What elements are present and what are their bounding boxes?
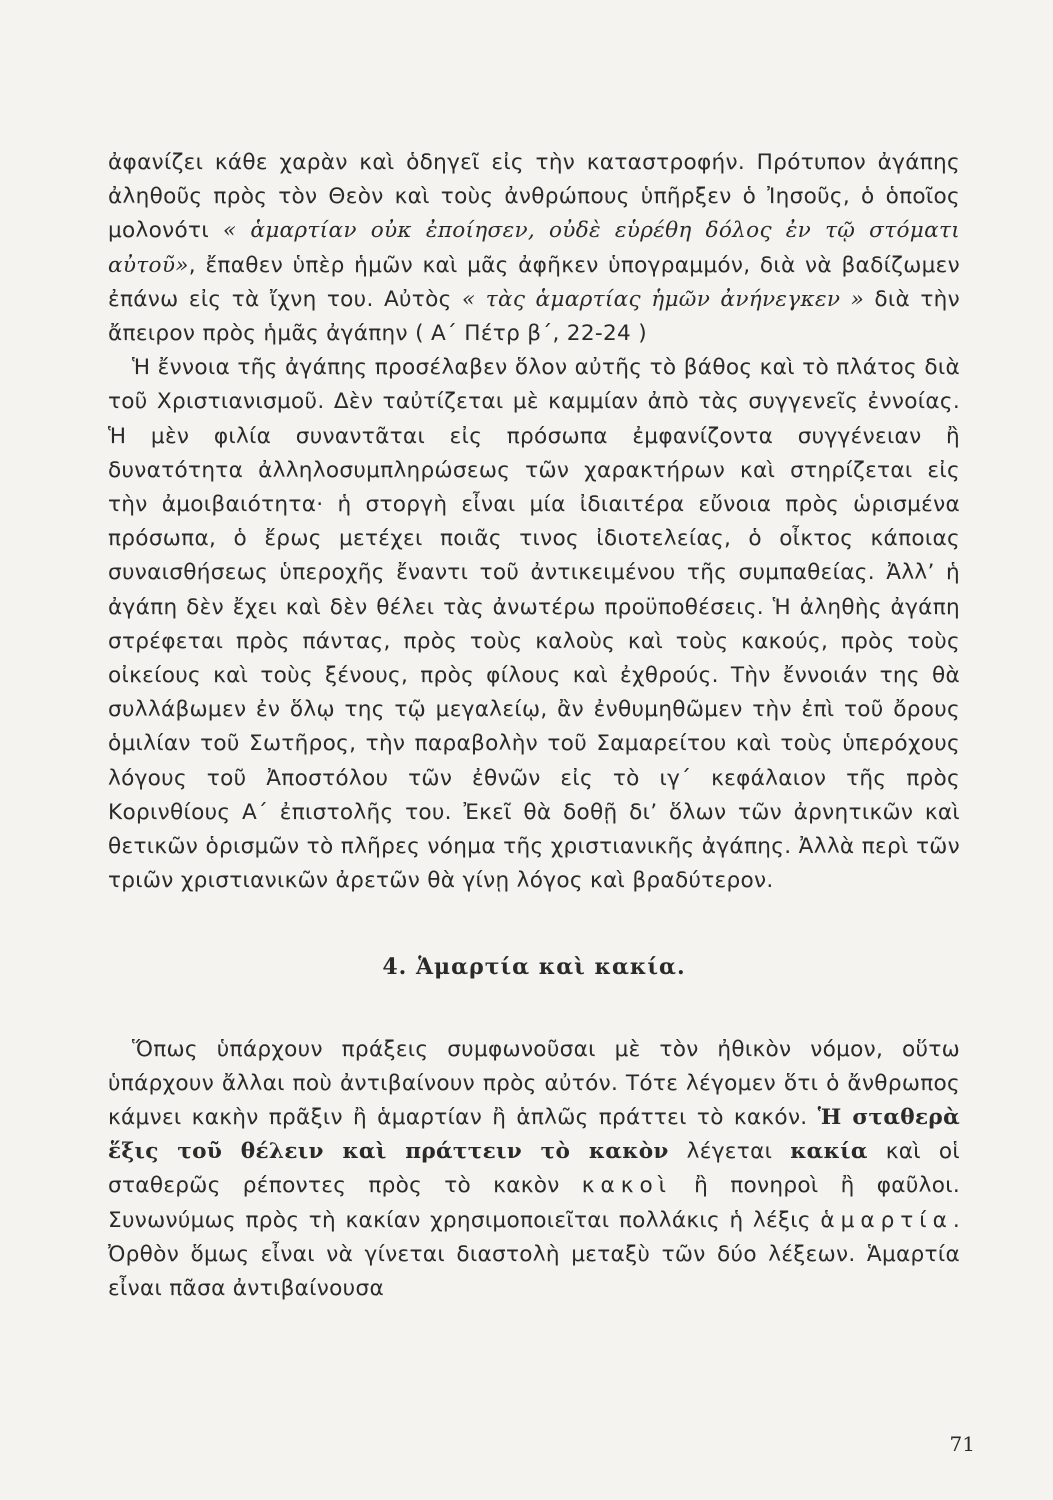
p1-quote-1: « ἁμαρτίαν οὐκ ἐποίησεν, οὐδὲ εὑρέθη δόλος ἐν τῷ στόματι αὐτοῦ» — [108, 218, 960, 278]
p1-text-3: διὰ τὴν ἄπειρον πρὸς ἡμᾶς ἀγάπην ( Α΄ Πέτρ β΄, 22-24 ) — [108, 286, 960, 347]
p3-text-1: Ὅπως ὑπάρχουν πράξεις συμφωνοῦσαι μὲ τὸν ἠθικὸν νόμον, οὕτω ὑπάρχουν ἄλλαι ποὺ ἀντιβαίνουν πρὸς αὐτόν. Τότε λέγομεν ὅτι ὁ ἄνθρωπος κάμνει κακὴν πρᾶξιν ἢ ἁμαρτίαν ἢ ἁπλῶς πράττει τὸ κακόν. — [108, 1036, 960, 1131]
paragraph-1 — [108, 146, 960, 351]
p1-quote-2: « τὰς ἁμαρτίας ἡμῶν ἀνήνεγκεν » — [461, 286, 865, 312]
p3-text-4: ἢ πονηροὶ ἢ φαῦλοι. Συνωνύμως πρὸς τὴ κακίαν χρησιμοποιεῖται πολλάκις ἡ λέξις — [108, 1173, 961, 1233]
p3-spaced-2: ἁμαρτία — [820, 1207, 953, 1233]
p3-bold-2: κακία — [790, 1139, 868, 1165]
paragraph-3 — [108, 1033, 960, 1307]
p3-text-3: καὶ οἱ σταθερῶς ρέποντες πρὸς τὸ κακὸν — [108, 1139, 960, 1199]
section-heading: 4. Ἁμαρτία καὶ κακία. — [382, 954, 686, 981]
p3-text-5: . Ὀρθὸν ὅμως εἶναι νὰ γίνεται διαστολὴ μεταξὺ τῶν δύο λέξεων. Ἁμαρτία εἶναι πᾶσα ἀντιβαίνουσα — [108, 1207, 960, 1302]
p3-spaced-1: κακοὶ — [581, 1173, 672, 1199]
p3-bold-1: Ἡ σταθερὰ ἕξις τοῦ θέλειν καὶ πράττειν τὸ κακὸν — [108, 1105, 961, 1165]
page-body — [108, 146, 960, 1306]
p1-text-1: ἀφανίζει κάθε χαρὰν καὶ ὁδηγεῖ εἰς τὴν καταστροφήν. Πρότυπον ἀγάπης ἀληθοῦς πρὸς τὸν Θεὸν καὶ τοὺς ἀνθρώπους ὑπῆρξεν ὁ Ἰησοῦς, ὁ ὁποῖος μολονότι — [108, 150, 960, 244]
p3-text-2: λέγεται — [668, 1139, 791, 1165]
paragraph-2: Ἡ ἔννοια τῆς ἀγάπης προσέλαβεν ὅλον αὐτῆς τὸ βάθος καὶ τὸ πλάτος διὰ τοῦ Χριστιανισμοῦ. Δὲν ταὐτίζεται μὲ καμμίαν ἀπὸ τὰς συγγενεῖς ἐννοίας. Ἡ μὲν φιλία συναντᾶται εἰς πρόσωπα ἐμφανίζοντα συγγένειαν ἢ δυνατότητα ἀλληλοσυμπληρώσεως τῶν χαρακτήρων καὶ στηρίζεται εἰς τὴν ἀμοιβαιότητα· ἡ στοργὴ εἶναι μία ἰδιαιτέρα εὔνοια πρὸς ὡρισμένα πρόσωπα, ὁ ἔρως μετέχει ποιᾶς τινος ἰδιοτελείας, ὁ οἶκτος κάποιας συναισθήσεως ὑπεροχῆς ἔναντι τοῦ ἀντικειμένου τῆς συμπαθείας. Ἀλλ’ ἡ ἀγάπη δὲν ἔχει καὶ δὲν θέλει τὰς ἀνωτέρω προϋποθέσεις. Ἡ ἀληθὴς ἀγάπη στρέφεται πρὸς πάντας, πρὸς τοὺς καλοὺς καὶ τοὺς κακούς, πρὸς τοὺς οἰκείους καὶ τοὺς ξένους, πρὸς φίλους καὶ ἐχθρούς. Τὴν ἔννοιάν της θὰ συλλάβωμεν ἐν ὅλῳ της τῷ μεγαλείῳ, ἂν ἐνθυμηθῶμεν τὴν ἐπὶ τοῦ ὄρους ὁμιλίαν τοῦ Σωτῆρος, τὴν παραβολὴν τοῦ Σαμαρείτου καὶ τοὺς ὑπερόχους λόγους τοῦ Ἀποστόλου τῶν ἐθνῶν εἰς τὸ ιγ΄ κεφάλαιον τῆς πρὸς Κορινθίους Α΄ ἐπιστολῆς του. Ἐκεῖ θὰ δοθῇ δι’ ὅλων τῶν ἀρνητικῶν καὶ θετικῶν ὁρισμῶν τὸ πλῆρες νόημα τῆς χριστιανικῆς ἀγάπης. Ἀλλὰ περὶ τῶν τριῶν χριστιανικῶν ἀρετῶν θὰ γίνῃ λόγος καὶ βραδύτερον. — [108, 355, 960, 894]
page-number: 71 — [949, 1432, 975, 1456]
p1-text-2: , ἔπαθεν ὑπὲρ ἡμῶν καὶ μᾶς ἀφῆκεν ὑπογραμμόν, διὰ νὰ βαδίζωμεν ἐπάνω εἰς τὰ ἴχνη του. Αὐτὸς — [108, 252, 960, 312]
